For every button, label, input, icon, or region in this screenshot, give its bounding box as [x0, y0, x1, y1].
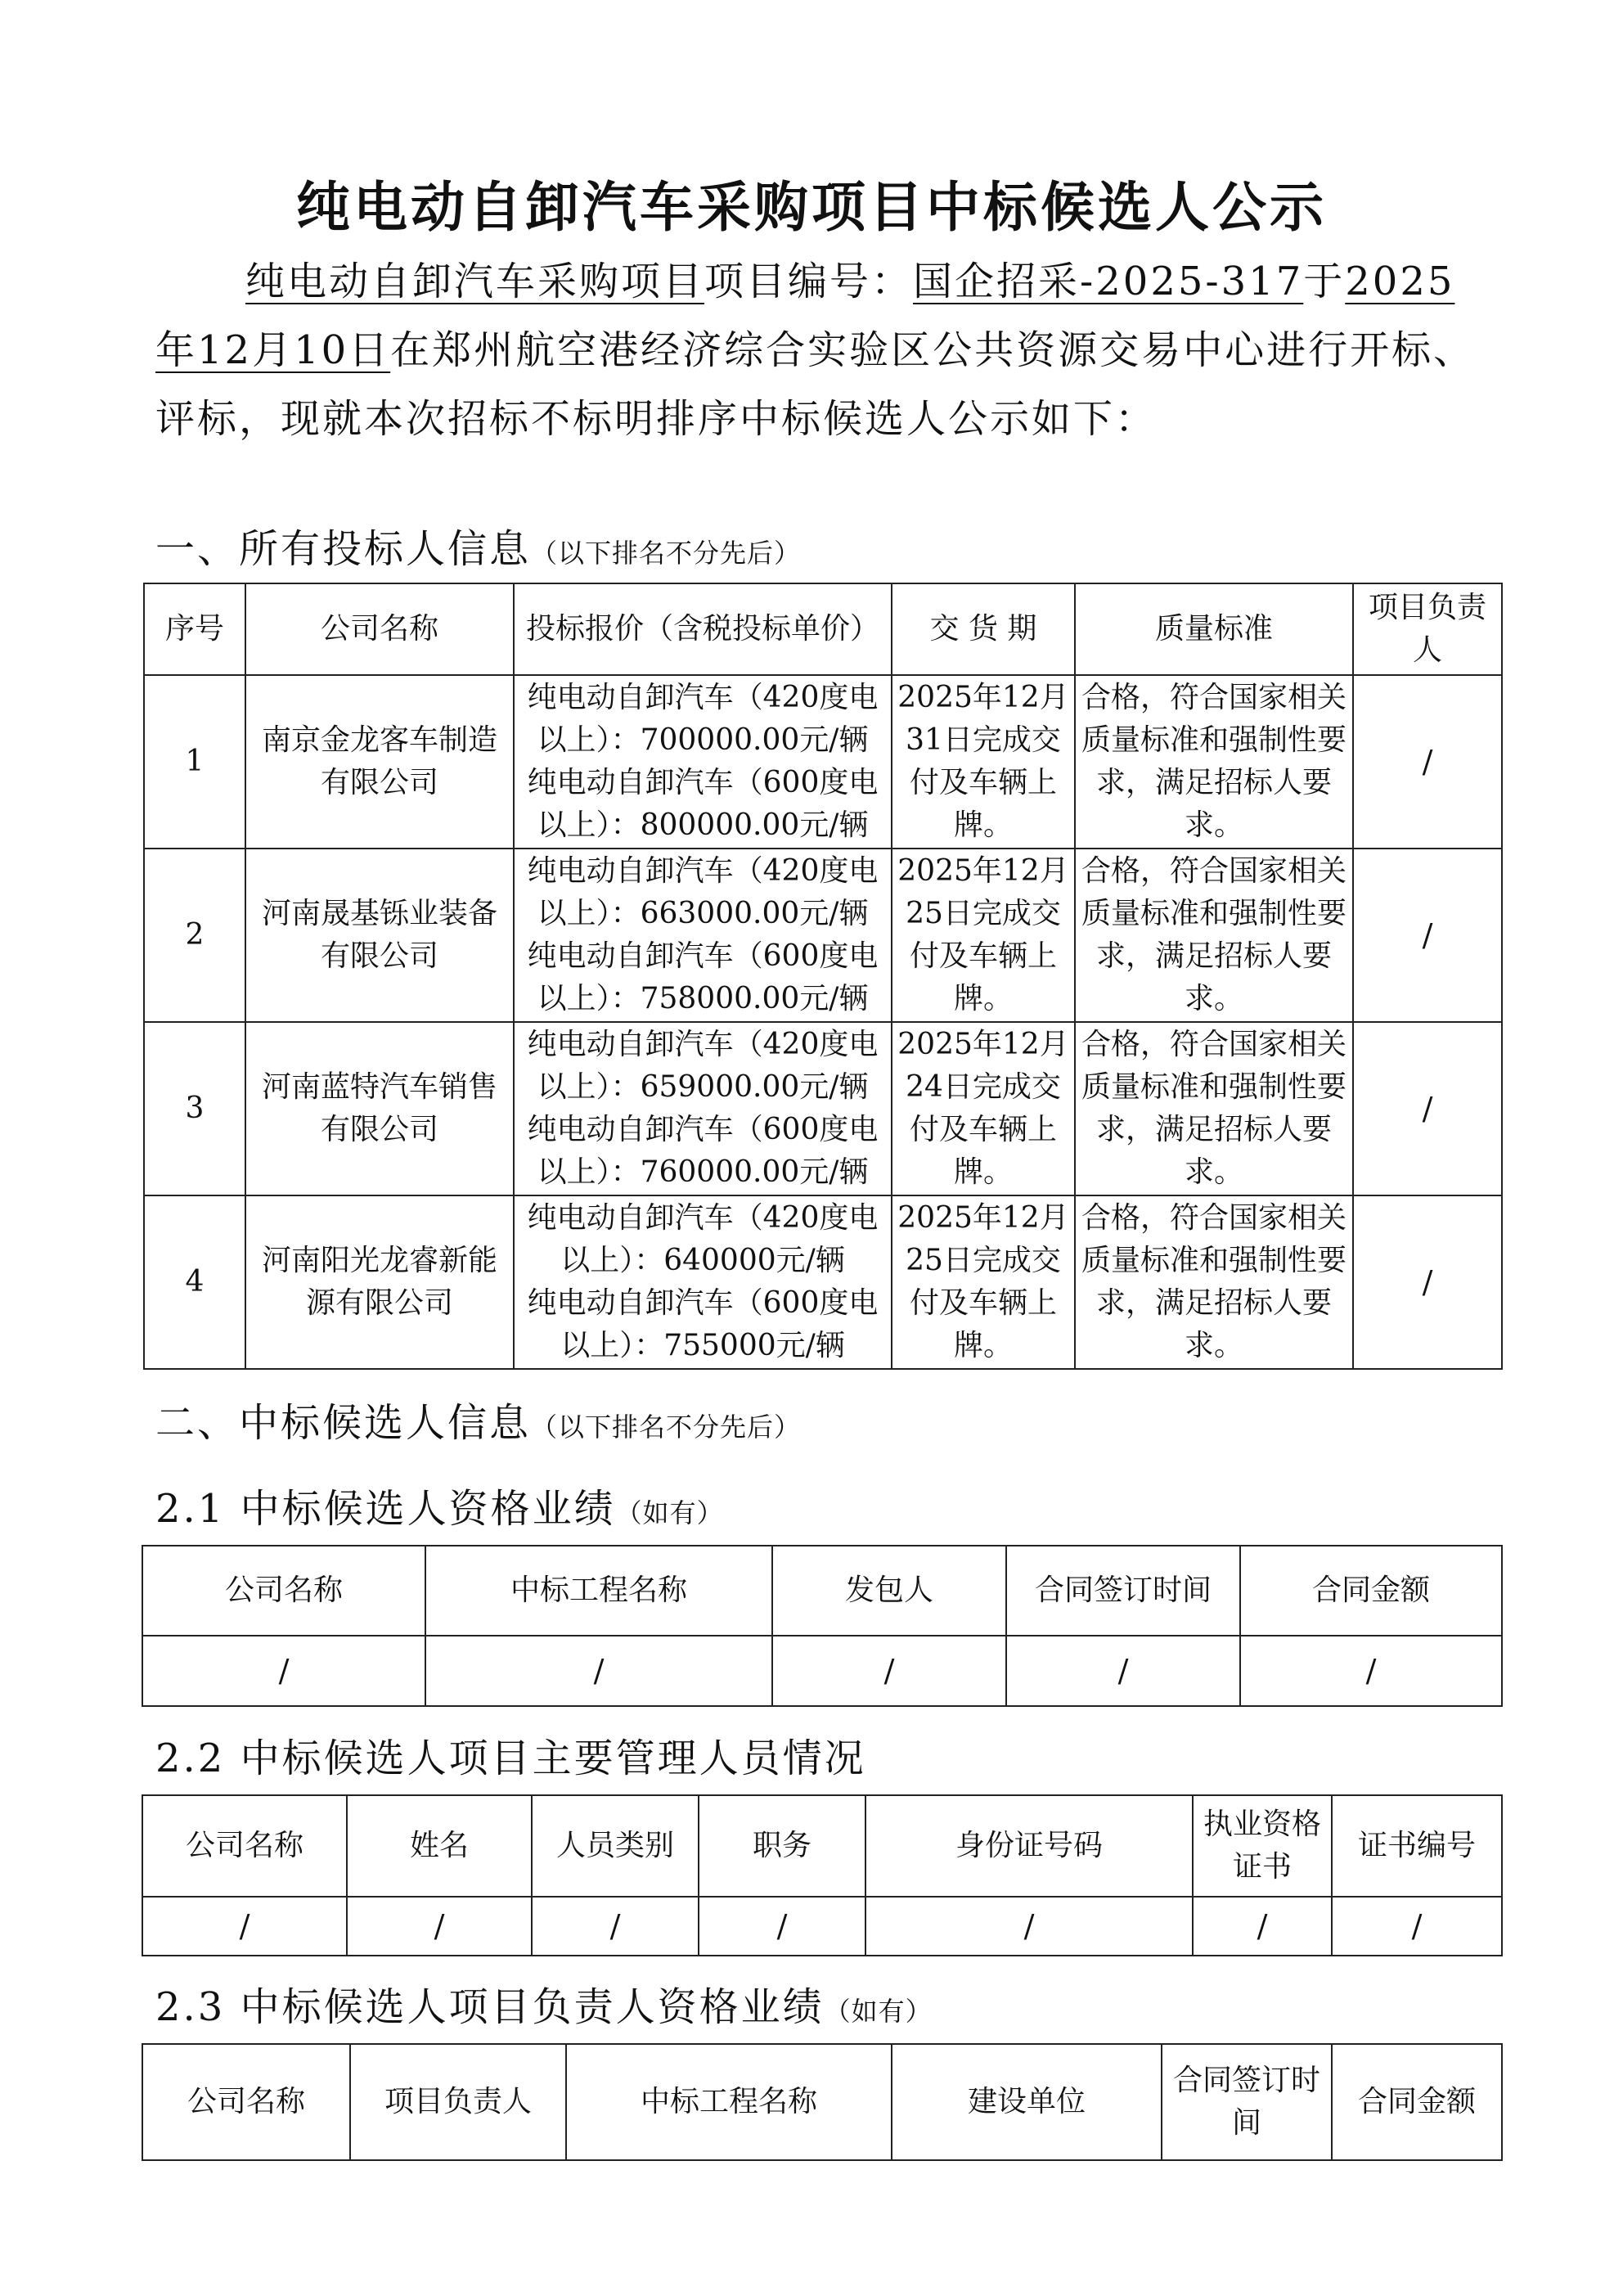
- bidders-header-row: [144, 583, 1502, 675]
- table-row: [144, 1022, 1502, 1195]
- cell-company: /: [142, 1897, 347, 1956]
- header-contract-amount: 合同金额: [1332, 2044, 1502, 2160]
- price-600: 纯电动自卸汽车（600度电以上）：800000.00元/辆: [527, 766, 879, 842]
- header-company: 公司名称: [142, 2044, 350, 2160]
- row-price: [514, 1195, 892, 1369]
- header-staff-type: 人员类别: [532, 1795, 699, 1897]
- project-number: 国企招采-2025-317: [913, 259, 1304, 304]
- project-no-label: 项目编号：: [704, 259, 914, 304]
- header-project: 中标工程名称: [566, 2044, 892, 2160]
- price-420: 纯电动自卸汽车（420度电以上）：659000.00元/辆: [527, 1028, 879, 1104]
- header-id-number: 身份证号码: [865, 1795, 1193, 1897]
- row-price: [514, 675, 892, 849]
- row-company: 南京金龙客车制造有限公司: [245, 675, 514, 849]
- cell-contract-amount: /: [1240, 1636, 1502, 1706]
- header-name: 姓名: [347, 1795, 532, 1897]
- at-word: 于: [1303, 259, 1346, 304]
- bidders-table: [143, 583, 1503, 1370]
- row-delivery: 2025年12月24日完成交付及车辆上牌。: [892, 1022, 1075, 1195]
- intro-paragraph: [155, 247, 1485, 453]
- qualification-table: [142, 1545, 1503, 1707]
- manager-header-row: [142, 2044, 1502, 2160]
- cell-company: /: [142, 1636, 425, 1706]
- header-company: 公司名称: [142, 1546, 425, 1636]
- row-price: [514, 849, 892, 1022]
- header-manager: 项目负责人: [350, 2044, 566, 2160]
- cell-project: /: [425, 1636, 772, 1706]
- table-row: [144, 849, 1502, 1022]
- price-420: 纯电动自卸汽车（420度电以上）：640000元/辆: [527, 1201, 879, 1277]
- row-quality: 合格，符合国家相关质量标准和强制性要求，满足招标人要求。: [1075, 1195, 1353, 1369]
- section2-3-note: （如有）: [824, 1996, 933, 2027]
- header-position: 职务: [699, 1795, 865, 1897]
- table-row: [142, 1897, 1502, 1956]
- row-delivery: 2025年12月31日完成交付及车辆上牌。: [892, 675, 1075, 849]
- header-manager: 项目负责人: [1353, 583, 1502, 675]
- header-price: 投标报价（含税投标单价）: [514, 583, 892, 675]
- section2-3-heading: 2.3 中标候选人项目负责人资格业绩（如有）: [155, 1984, 933, 2030]
- row-quality: 合格，符合国家相关质量标准和强制性要求，满足招标人要求。: [1075, 1022, 1353, 1195]
- header-company: 公司名称: [245, 583, 514, 675]
- row-delivery: 2025年12月25日完成交付及车辆上牌。: [892, 1195, 1075, 1369]
- price-420: 纯电动自卸汽车（420度电以上）：663000.00元/辆: [527, 854, 879, 930]
- header-project: 中标工程名称: [425, 1546, 772, 1636]
- header-no: 序号: [144, 583, 245, 675]
- bid-date: 2025年12月10日: [155, 259, 1455, 373]
- row-company: 河南阳光龙睿新能源有限公司: [245, 1195, 514, 1369]
- cell-employer: /: [772, 1636, 1006, 1706]
- row-quality: 合格，符合国家相关质量标准和强制性要求，满足招标人要求。: [1075, 849, 1353, 1022]
- cell-contract-date: /: [1006, 1636, 1240, 1706]
- header-delivery: 交 货 期: [892, 583, 1075, 675]
- personnel-table: [142, 1794, 1503, 1956]
- header-quality: 质量标准: [1075, 583, 1353, 675]
- manager-table: [142, 2043, 1503, 2161]
- row-no: 2: [144, 849, 245, 1022]
- price-600: 纯电动自卸汽车（600度电以上）：758000.00元/辆: [527, 939, 879, 1015]
- table-row: [142, 1636, 1502, 1706]
- row-company: 河南晟基铄业装备有限公司: [245, 849, 514, 1022]
- row-quality: 合格，符合国家相关质量标准和强制性要求，满足招标人要求。: [1075, 675, 1353, 849]
- section2-heading: 二、中标候选人信息（以下排名不分先后）: [155, 1400, 802, 1446]
- cell-name: /: [347, 1897, 532, 1956]
- table-row: [144, 1195, 1502, 1369]
- section1-note: （以下排名不分先后）: [531, 538, 802, 569]
- header-contract-amount: 合同金额: [1240, 1546, 1502, 1636]
- header-contract-date: 合同签订时间: [1006, 1546, 1240, 1636]
- row-company: 河南蓝特汽车销售有限公司: [245, 1022, 514, 1195]
- personnel-header-row: [142, 1795, 1502, 1897]
- row-price: [514, 1022, 892, 1195]
- header-company: 公司名称: [142, 1795, 347, 1897]
- price-600: 纯电动自卸汽车（600度电以上）：760000.00元/辆: [527, 1113, 879, 1189]
- header-employer: 发包人: [772, 1546, 1006, 1636]
- row-manager: /: [1353, 1195, 1502, 1369]
- header-builder: 建设单位: [892, 2044, 1162, 2160]
- price-420: 纯电动自卸汽车（420度电以上）：700000.00元/辆: [527, 681, 879, 757]
- row-no: 3: [144, 1022, 245, 1195]
- row-no: 4: [144, 1195, 245, 1369]
- qualification-header-row: [142, 1546, 1502, 1636]
- row-manager: /: [1353, 675, 1502, 849]
- row-no: 1: [144, 675, 245, 849]
- cell-certificate-no: /: [1332, 1897, 1502, 1956]
- page-title: 纯电动自卸汽车采购项目中标候选人公示: [296, 176, 1327, 239]
- row-manager: /: [1353, 1022, 1502, 1195]
- section2-2-heading: 2.2 中标候选人项目主要管理人员情况: [155, 1736, 866, 1781]
- cell-certificate: /: [1193, 1897, 1332, 1956]
- project-name: 纯电动自卸汽车采购项目: [245, 259, 705, 304]
- header-certificate-no: 证书编号: [1332, 1795, 1502, 1897]
- section2-note: （以下排名不分先后）: [531, 1411, 802, 1443]
- cell-id-number: /: [865, 1897, 1193, 1956]
- header-contract-date: 合同签订时间: [1162, 2044, 1332, 2160]
- cell-staff-type: /: [532, 1897, 699, 1956]
- header-certificate: 执业资格证书: [1193, 1795, 1332, 1897]
- row-delivery: 2025年12月25日完成交付及车辆上牌。: [892, 849, 1075, 1022]
- table-row: [144, 675, 1502, 849]
- row-manager: /: [1353, 849, 1502, 1022]
- section2-1-heading: 2.1 中标候选人资格业绩（如有）: [155, 1486, 724, 1532]
- cell-position: /: [699, 1897, 865, 1956]
- section1-heading: 一、所有投标人信息（以下排名不分先后）: [155, 526, 802, 572]
- section2-1-note: （如有）: [615, 1497, 724, 1528]
- intro-body: 在郑州航空港经济综合实验区公共资源交易中心进行开标、评标，现就本次招标不标明排序中标候选人公示如下：: [155, 327, 1476, 442]
- price-600: 纯电动自卸汽车（600度电以上）：755000元/辆: [527, 1286, 879, 1362]
